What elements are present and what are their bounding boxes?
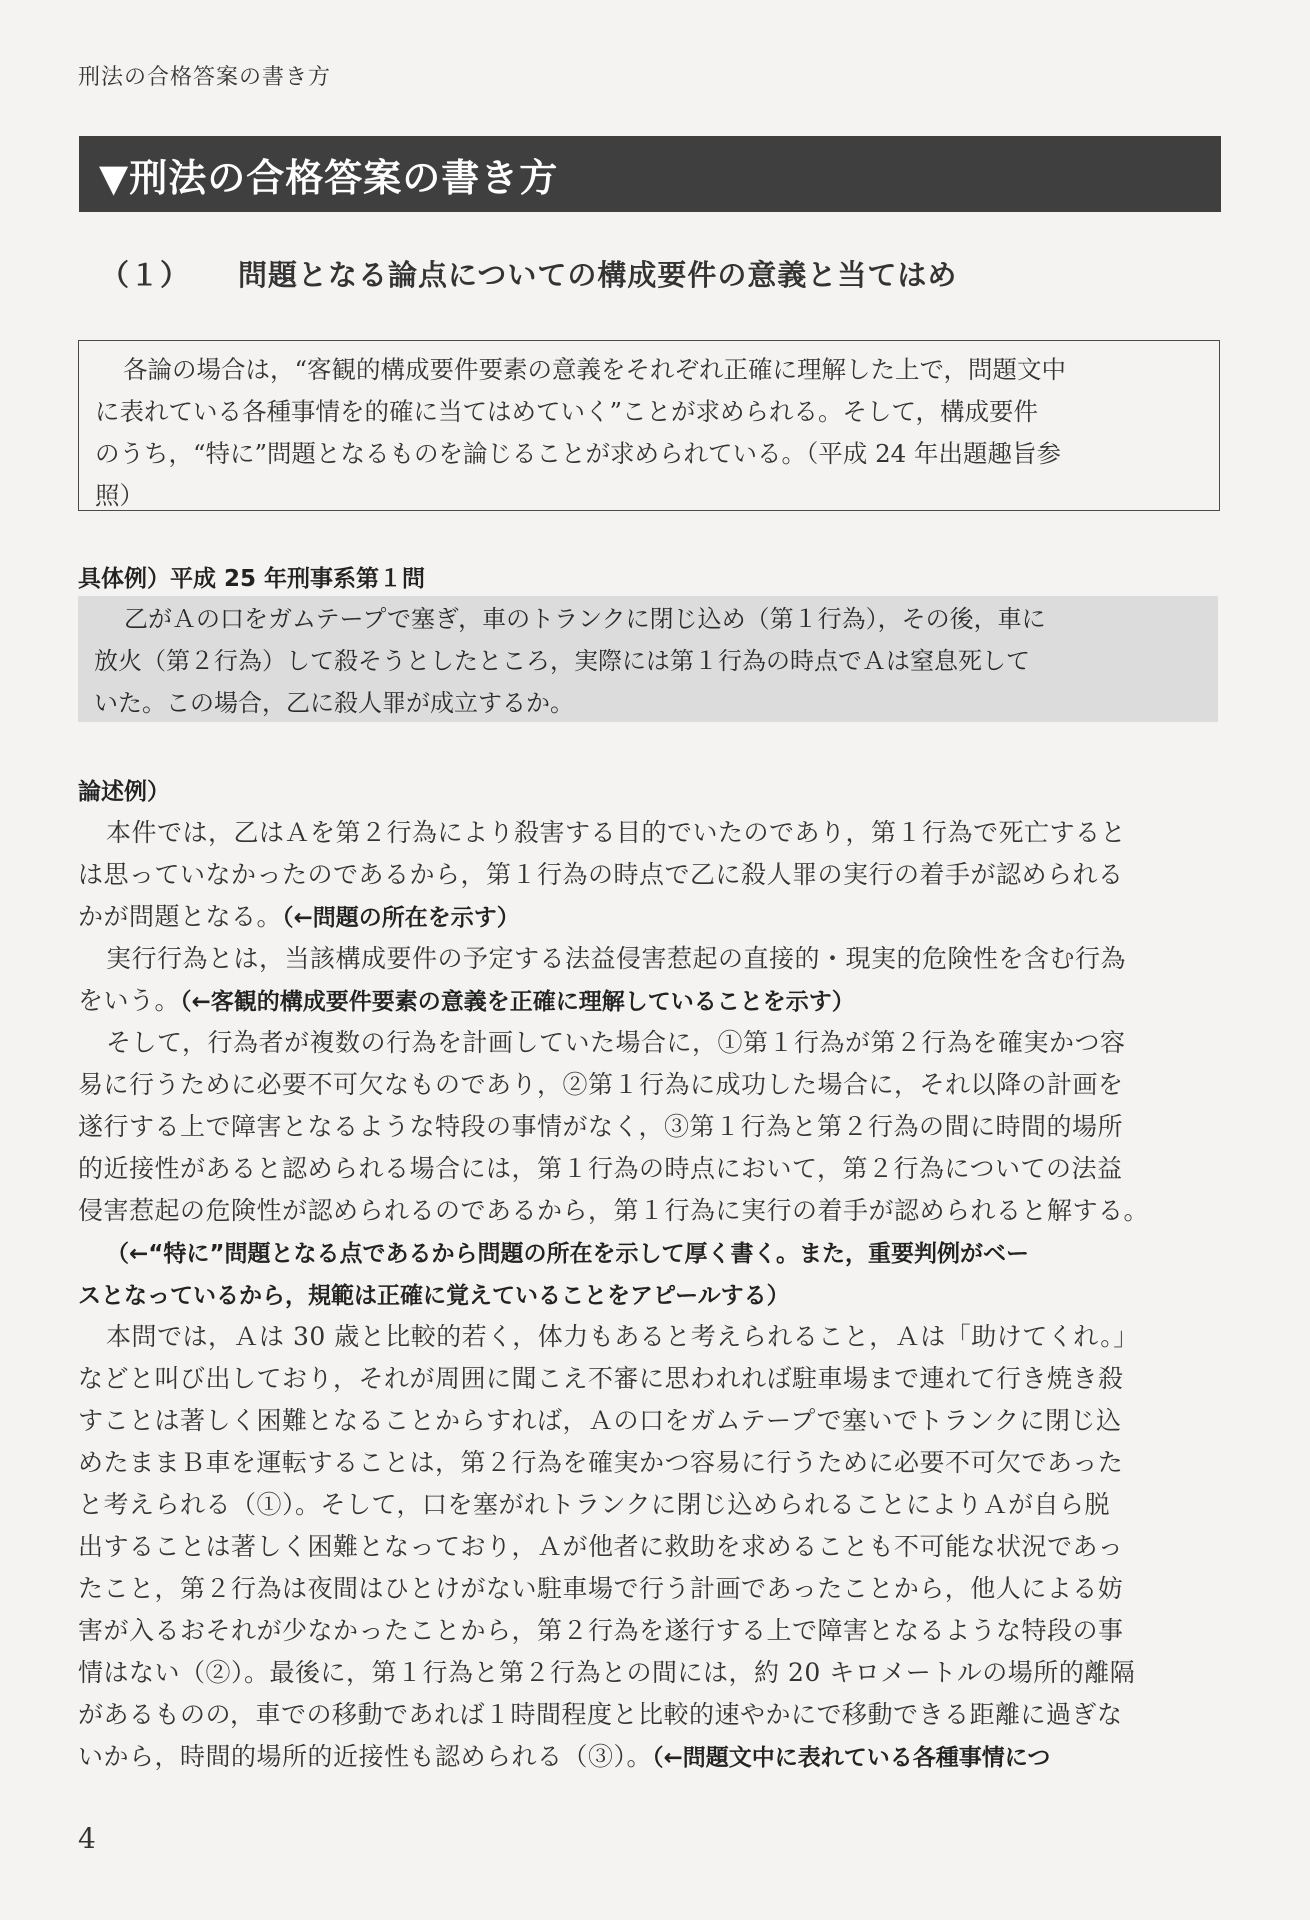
essay-line bbox=[78, 938, 1220, 980]
essay-text: たこと，第２行為は夜間はひとけがない駐車場で行う計画であったことから，他人による妨 bbox=[78, 1574, 1124, 1603]
section-heading bbox=[100, 253, 957, 294]
essay-text: 遂行する上で障害となるような特段の事情がなく，③第１行為と第２行為の間に時間的場所 bbox=[78, 1112, 1124, 1141]
essay-line bbox=[78, 1652, 1220, 1694]
essay-label: 論述例） bbox=[78, 779, 170, 805]
essay-text: と考えられる（①）。そして，口を塞がれトランクに閉じ込められることによりＡが自ら脱 bbox=[78, 1490, 1111, 1519]
essay-text: 易に行うために必要不可欠なものであり，②第１行為に成功した場合に，それ以降の計画を bbox=[78, 1070, 1124, 1099]
essay-line bbox=[78, 1064, 1220, 1106]
essay-text: いから，時間的場所的近接性も認められる（③）。 bbox=[78, 1742, 653, 1771]
essay-annotation: （←問題文中に表れている各種事情につ bbox=[652, 1745, 1051, 1771]
essay-text: 害が入るおそれが少なかったことから，第２行為を遂行する上で障害となるような特段の事 bbox=[78, 1616, 1124, 1645]
example-line: 乙がＡの口をガムテープで塞ぎ，車のトランクに閉じ込め（第１行為），その後，車に bbox=[124, 605, 1046, 633]
essay-annotation: （←客観的構成要件要素の意義を正確に理解していることを示す） bbox=[180, 989, 855, 1015]
essay-line bbox=[78, 896, 1220, 938]
essay-line bbox=[78, 1694, 1220, 1736]
essay-line bbox=[78, 1232, 1220, 1274]
essay-text: 本件では，乙はＡを第２行為により殺害する目的でいたのであり，第１行為で死亡すると bbox=[106, 818, 1127, 847]
essay-annotation: （←問題の所在を示す） bbox=[282, 905, 520, 931]
essay-line bbox=[78, 1610, 1220, 1652]
essay-line bbox=[78, 980, 1220, 1022]
essay-line bbox=[78, 1148, 1220, 1190]
essay-annotation: （←“特に”問題となる点であるから問題の所在を示して厚く書く。また，重要判例がベー bbox=[106, 1241, 1030, 1267]
essay-text: 侵害惹起の危険性が認められるのであるから，第１行為に実行の着手が認められると解する。 bbox=[78, 1196, 1150, 1225]
boxed-line: に表れている各種事情を的確に当てはめていく”ことが求められる。そして，構成要件 bbox=[95, 397, 1039, 426]
essay-body bbox=[78, 812, 1220, 1778]
essay-line bbox=[78, 1190, 1220, 1232]
essay-line bbox=[78, 1736, 1220, 1778]
essay-text: すことは著しく困難となることからすれば，Ａの口をガムテープで塞いでトランクに閉じ込 bbox=[78, 1406, 1122, 1435]
running-header: 刑法の合格答案の書き方 bbox=[78, 65, 332, 90]
essay-line bbox=[78, 1274, 1220, 1316]
essay-text: は思っていなかったのであるから，第１行為の時点で乙に殺人罪の実行の着手が認められる bbox=[78, 860, 1124, 889]
essay-line bbox=[78, 1316, 1220, 1358]
essay-line bbox=[78, 854, 1220, 896]
essay-annotation: スとなっているから，規範は正確に覚えていることをアピールする） bbox=[78, 1283, 790, 1309]
example-label: 具体例）平成 25 年刑事系第１問 bbox=[78, 566, 426, 592]
section-number: （１） bbox=[100, 258, 191, 292]
essay-text: などと叫び出しており，それが周囲に聞こえ不審に思われれば駐車場まで連れて行き焼き殺 bbox=[78, 1364, 1124, 1393]
boxed-line: 照） bbox=[95, 481, 144, 510]
essay-text: 本問では，Ａは 30 歳と比較的若く，体力もあると考えられること，Ａは「助けてくれ。」 bbox=[106, 1322, 1139, 1351]
essay-line bbox=[78, 1484, 1220, 1526]
essay-text: そして，行為者が複数の行為を計画していた場合に，①第１行為が第２行為を確実かつ容 bbox=[106, 1028, 1126, 1057]
chapter-title: ▼刑法の合格答案の書き方 bbox=[99, 155, 559, 200]
essay-text: 的近接性があると認められる場合には，第１行為の時点において，第２行為についての法益 bbox=[78, 1154, 1123, 1183]
essay-line bbox=[78, 1358, 1220, 1400]
essay-line bbox=[78, 1106, 1220, 1148]
page-number: 4 bbox=[78, 1822, 96, 1855]
boxed-line: のうち，“特に”問題となるものを論じることが求められている。（平成 24 年出題趣旨参 bbox=[95, 439, 1062, 468]
example-line: いた。この場合，乙に殺人罪が成立するか。 bbox=[94, 689, 574, 717]
example-line: 放火（第２行為）して殺そうとしたところ，実際には第１行為の時点でＡは窒息死して bbox=[94, 647, 1030, 675]
chapter-title-bar bbox=[79, 136, 1221, 212]
essay-text: 実行行為とは，当該構成要件の予定する法益侵害惹起の直接的・現実的危険性を含む行為 bbox=[106, 944, 1127, 973]
essay-line bbox=[78, 1568, 1220, 1610]
exam-intent-box bbox=[78, 340, 1220, 511]
essay-line bbox=[78, 1442, 1220, 1484]
essay-line bbox=[78, 1400, 1220, 1442]
example-box bbox=[78, 596, 1218, 722]
essay-text: があるものの，車での移動であれば１時間程度と比較的速やかにで移動できる距離に過ぎな bbox=[78, 1700, 1123, 1729]
section-title: 問題となる論点についての構成要件の意義と当てはめ bbox=[238, 258, 958, 292]
boxed-line: 各論の場合は，“客観的構成要件要素の意義をそれぞれ正確に理解した上で，問題文中 bbox=[123, 355, 1067, 384]
essay-line bbox=[78, 1526, 1220, 1568]
essay-text: 情はない（②）。最後に，第１行為と第２行為との間には，約 20 キロメートルの場所的離隔 bbox=[78, 1658, 1136, 1687]
essay-text: かが問題となる。 bbox=[78, 902, 283, 931]
essay-text: をいう。 bbox=[78, 986, 181, 1015]
essay-line bbox=[78, 1022, 1220, 1064]
essay-text: 出することは著しく困難となっており，Ａが他者に救助を求めることも不可能な状況であっ bbox=[78, 1532, 1124, 1561]
essay-line bbox=[78, 812, 1220, 854]
essay-text: めたままＢ車を運転することは，第２行為を確実かつ容易に行うために必要不可欠であった bbox=[78, 1448, 1124, 1477]
